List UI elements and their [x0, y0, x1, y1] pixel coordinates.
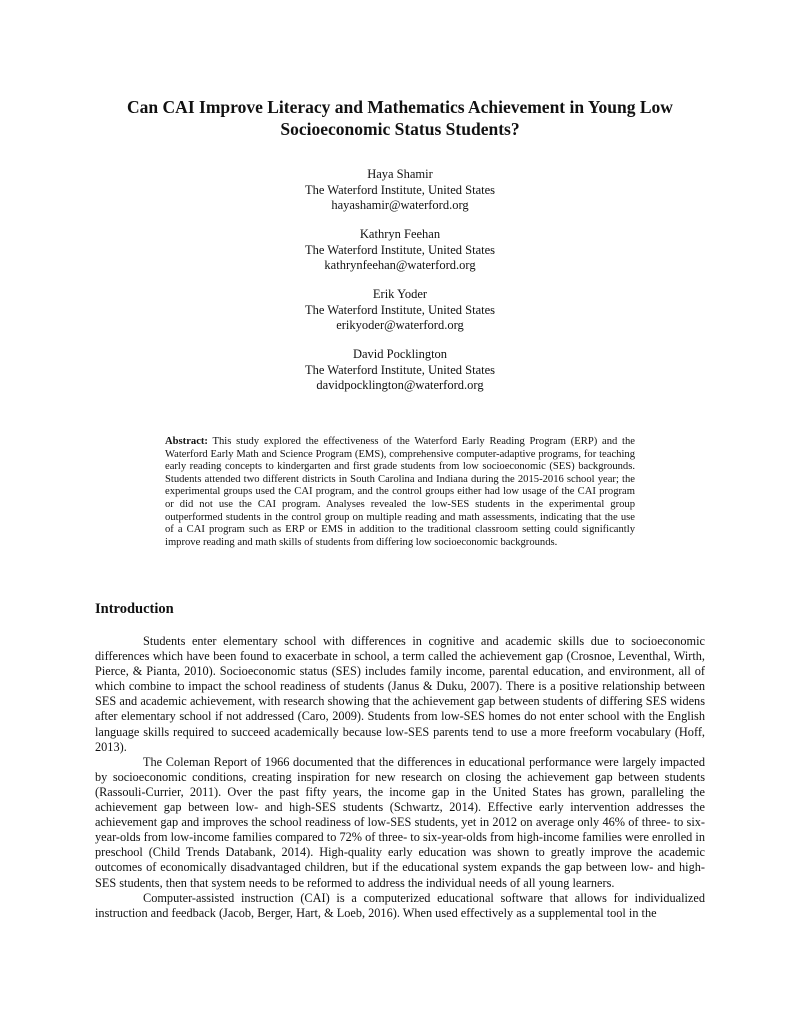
author-name: Haya Shamir — [367, 167, 433, 181]
author-affiliation: The Waterford Institute, United States — [304, 362, 496, 377]
author-email: davidpocklington@waterford.org — [316, 378, 484, 392]
author-block — [200, 167, 600, 214]
author-block — [200, 227, 600, 274]
body-paragraph: The Coleman Report of 1966 documented that the differences in educational performance were largely impacted by socioeconomic conditions, creating inspiration for new research on closing the achievement gap between students (Rassouli-Currier, 2011). Over the past fifty years, the income gap in the United States has grown, paralleling the achievement gap between low- and high-SES students (Schwartz, 2014). Effective early intervention addresses the achievement gap and improves the school readiness of low-SES students, yet in 2012 on average only 46% of three- to six-year-olds from low-income families compared to 72% of three- to six-year-olds from high-income families were enrolled in preschool (Child Trends Databank, 2014). High-quality early education was shown to greatly improve the academic outcomes of economically disadvantaged children, but if the educational system expands the gap between low- and high-SES students, then that system needs to be reformed to address the individual needs of all young learners. — [95, 754, 705, 890]
paper-title — [95, 96, 705, 140]
author-block — [200, 347, 600, 394]
author-affiliation: The Waterford Institute, United States — [304, 242, 496, 257]
author-affiliation: The Waterford Institute, United States — [304, 182, 496, 197]
author-email: erikyoder@waterford.org — [336, 318, 464, 332]
abstract-label: Abstract: — [165, 436, 208, 447]
section-heading-introduction: Introduction — [95, 601, 174, 617]
title-line-2: Socioeconomic Status Students? — [280, 119, 520, 139]
author-name: Kathryn Feehan — [359, 227, 441, 241]
author-block — [200, 287, 600, 334]
title-line-1: Can CAI Improve Literacy and Mathematics Achievement in Young Low — [127, 97, 673, 117]
body-paragraph: Students enter elementary school with differences in cognitive and academic skills due to socioeconomic differences which have been found to exacerbate in school, a term called the achievement gap (Crosnoe, Leventhal, Wirth, Pierce, & Pianta, 2010). Socioeconomic status (SES) includes family income, parental education, and environment, all of which combine to impact the school readiness of students (Janus & Duku, 2007). There is a positive relationship between SES and academic achievement, with research showing that the achievement gap between students of differing SES widens after elementary school if not addressed (Caro, 2009). Students from low-SES homes do not enter school with the English language skills required to succeed academically because low-SES parents tend to use a more freeform vocabulary (Hoff, 2013). — [95, 634, 705, 754]
author-email: hayashamir@waterford.org — [331, 198, 469, 212]
author-list — [200, 167, 600, 407]
abstract-text: This study explored the effectiveness of the Waterford Early Reading Program (ERP) and the Waterford Early Math and Science Program (EMS), comprehensive computer-adaptive programs, for teaching early reading concepts to kindergarten and first grade students from low socioeconomic (SES) backgrounds. Students attended two different districts in South Carolina and Indiana during the 2015-2016 school year; the experimental groups used the CAI program, and the control groups either had low usage of the CAI program or did not use the CAI program. Analyses revealed the low-SES students in the experimental group outperformed students in the control group on multiple reading and math assessments, indicating that the use of a CAI program such as ERP or EMS in addition to the traditional classroom setting could significantly improve reading and math skills of students from differing low socioeconomic backgrounds. — [165, 436, 635, 548]
abstract — [165, 436, 635, 549]
introduction-body — [95, 634, 705, 921]
author-name: David Pocklington — [352, 347, 448, 361]
body-paragraph: Computer-assisted instruction (CAI) is a computerized educational software that allows for individualized instruction and feedback (Jacob, Berger, Hart, & Loeb, 2016). When used effectively as a supplemental tool in the — [95, 890, 705, 920]
author-email: kathrynfeehan@waterford.org — [324, 258, 476, 272]
author-name: Erik Yoder — [372, 287, 428, 301]
author-affiliation: The Waterford Institute, United States — [304, 302, 496, 317]
